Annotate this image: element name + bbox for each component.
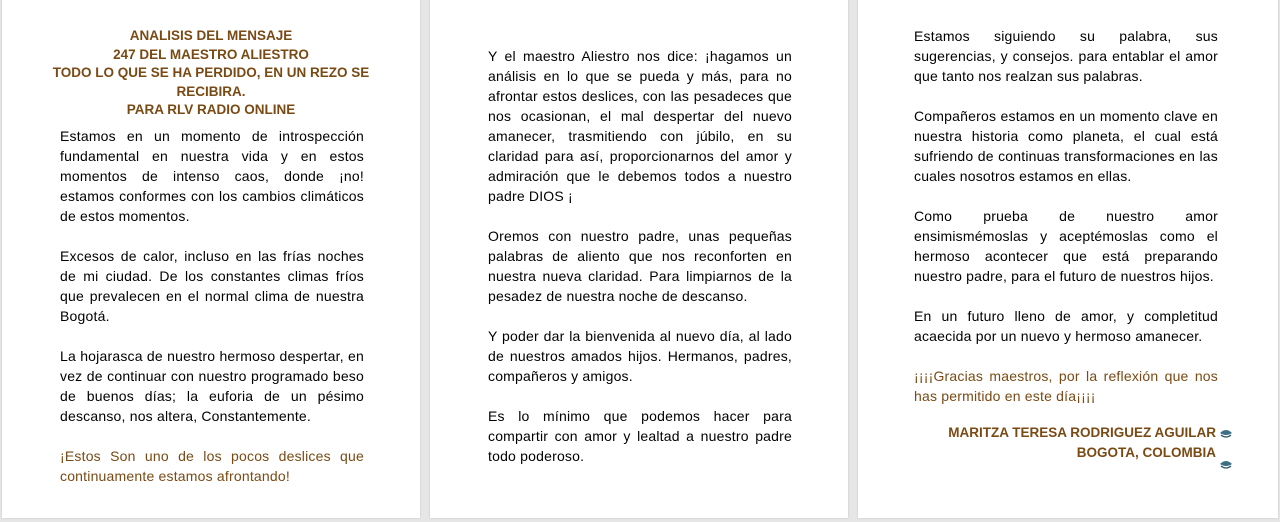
signature-block	[948, 423, 1216, 463]
anchor-mark-icon	[1219, 428, 1233, 440]
heading-line: ANALISIS DEL MENSAJE	[129, 28, 293, 43]
paragraph: Oremos con nuestro padre, unas pequeñas palabras de aliento que nos reconforten en nuestra nueva claridad. Para limpiarnos de la pesadez de nuestra noche de descanso.	[488, 228, 792, 304]
paragraph: Es lo mínimo que podemos hacer para compartir con amor y lealtad a nuestro padre todo poderoso.	[488, 408, 792, 464]
paragraph: Estamos en un momento de introspección fundamental en nuestra vida y en estos momentos de intenso caos, donde ¡no! estamos conformes con los cambios climáticos de estos momentos.	[60, 128, 364, 224]
paragraph: Como prueba de nuestro amor ensimismémoslas y aceptémoslas como el hermoso acontecer que está preparando nuestro padre, para el futuro de nuestros hijos.	[914, 208, 1218, 284]
paragraph: Y poder dar la bienvenida al nuevo día, al lado de nuestros amados hijos. Hermanos, padres, compañeros y amigos.	[488, 328, 792, 384]
document-page-2	[430, 0, 848, 518]
document-heading	[42, 27, 380, 120]
paragraph: La hojarasca de nuestro hermoso despertar, en vez de continuar con nuestro programado beso de buenos días; la euforia de un pésimo descanso, nos altera, Constantemente.	[60, 348, 364, 424]
heading-line: 247 DEL MAESTRO ALIESTRO	[113, 46, 309, 62]
highlighted-paragraph: ¡Estos Son uno de los pocos deslices que continuamente estamos afrontando!	[60, 448, 364, 484]
heading-line: PARA RLV RADIO ONLINE	[126, 102, 296, 117]
page-3-body	[914, 26, 1218, 406]
paragraph: En un futuro lleno de amor, y completitud acaecida por un nuevo y hermoso amanecer.	[914, 308, 1218, 344]
heading-line: TODO LO QUE SE HA PERDIDO, EN UN REZO SE RECIBIRA.	[52, 65, 370, 99]
paragraph: Compañeros estamos en un momento clave en nuestra historia como planeta, el cual está sufriendo de continuas transformaciones en las cuales nosotros estamos en ellas.	[914, 108, 1218, 184]
paragraph: Y el maestro Aliestro nos dice: ¡hagamos un análisis en lo que se pueda y más, para no afrontar estos deslices, con las pesadeces que nos ocasionan, el mal despertar del nuevo amanecer, trasmitiendo con júbilo, en su claridad para así, proporcionarnos del amor y admiración que le debemos todos a nuestro padre DIOS ¡	[488, 48, 792, 204]
anchor-mark-icon	[1219, 459, 1233, 471]
page-1-body	[60, 126, 364, 486]
highlighted-paragraph: ¡¡¡¡Gracias maestros, por la reflexión que nos has permitido en este día¡¡¡¡	[914, 368, 1218, 404]
signature-name: MARITZA TERESA RODRIGUEZ AGUILAR	[948, 425, 1216, 440]
document-page-3	[858, 0, 1278, 518]
document-page-1	[2, 0, 420, 518]
page-2-body	[488, 46, 792, 466]
paragraph: Estamos siguiendo su palabra, sus sugerencias, y consejos. para entablar el amor que tanto nos realzan sus palabras.	[914, 28, 1218, 84]
paragraph: Excesos de calor, incluso en las frías noches de mi ciudad. De los constantes climas fríos que prevalecen en el normal clima de nuestra Bogotá.	[60, 248, 364, 324]
signature-place: BOGOTA, COLOMBIA	[1076, 445, 1216, 460]
